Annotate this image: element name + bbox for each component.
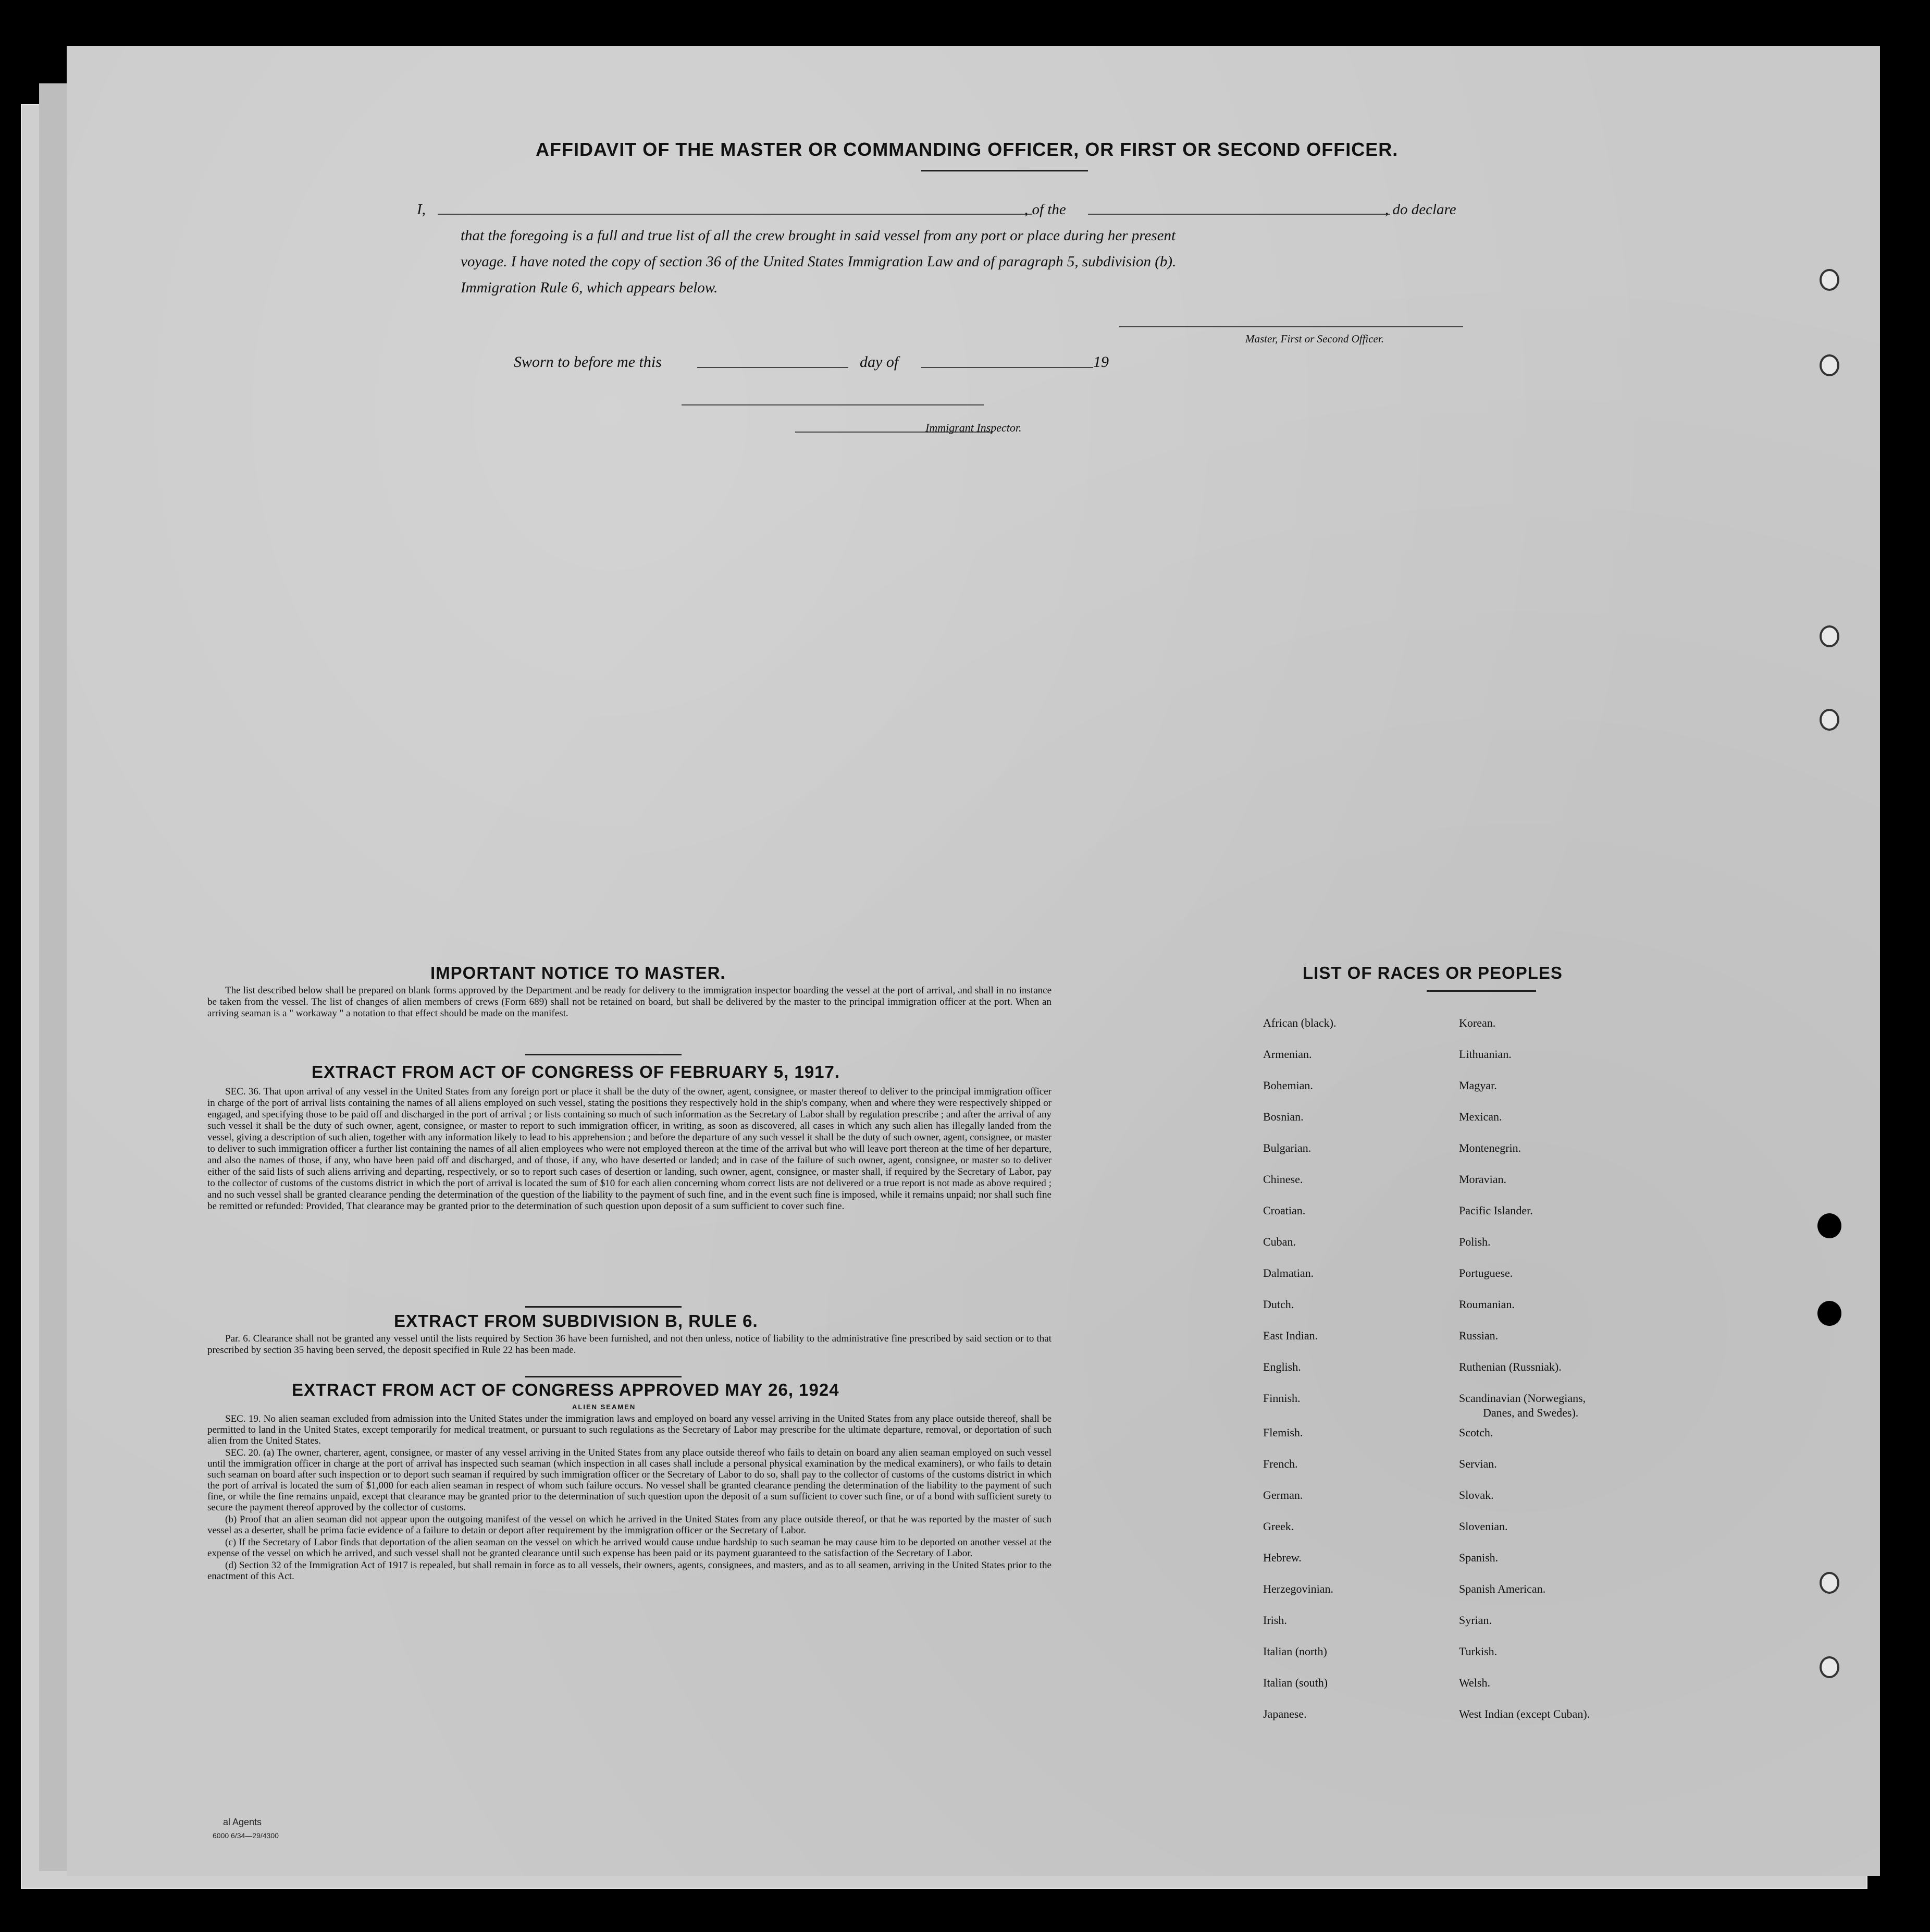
race-item: Dutch. [1263, 1298, 1294, 1311]
race-item: Japanese. [1263, 1707, 1307, 1720]
punch-hole-icon [1820, 1572, 1839, 1594]
punch-hole-icon [1820, 625, 1839, 647]
race-item: Flemish. [1263, 1426, 1303, 1439]
notice-body-block [207, 985, 1051, 1020]
race-item: African (black). [1263, 1016, 1337, 1029]
race-item: Greek. [1263, 1520, 1294, 1533]
inspector-signature-line-1 [682, 404, 984, 405]
race-item: German. [1263, 1488, 1303, 1502]
race-item: Portuguese. [1459, 1266, 1513, 1279]
extract-1924-title: EXTRACT FROM ACT OF CONGRESS APPROVED MAY 26, 1924 [292, 1380, 839, 1399]
extract-1924-sec20b: (b) Proof that an alien seaman did not appear upon the outgoing manifest of the vessel on which he arrived in the United States from any place outside thereof, or that he was reported by the master of such vessel as a deserter, shall be prima facie evidence of a failure to detain or deport after requirement by the immigration officer or the Secretary of Labor. [207, 1514, 1051, 1536]
sworn-month-line [921, 367, 1093, 368]
inspector-label: Immigrant Inspector. [925, 421, 1022, 434]
affidavit-title-rule [921, 170, 1088, 171]
race-item: Scandinavian (Norwegians, [1459, 1392, 1586, 1405]
sworn-label: Sworn to before me this [514, 353, 662, 371]
race-item: Ruthenian (Russniak). [1459, 1360, 1562, 1373]
extract-rule6-rule [525, 1376, 682, 1377]
race-item: Italian (south) [1263, 1676, 1328, 1689]
footer-agents: al Agents [223, 1817, 262, 1827]
extract-1924-sec20d: (d) Section 32 of the Immigration Act of 1917 is repealed, but shall remain in force as to all vessels, their owners, agents, consignees, and masters, and as to all seamen, arriving in the United States prior to the enactment of this Act. [207, 1560, 1051, 1582]
race-item: Bosnian. [1263, 1110, 1304, 1123]
race-item: Pacific Islander. [1459, 1204, 1533, 1217]
race-item: East Indian. [1263, 1329, 1318, 1342]
declarant-name-line [438, 214, 1032, 215]
sworn-year: 19 [1093, 353, 1109, 371]
extract-1924-sec19: SEC. 19. No alien seaman excluded from admission into the United States under the immigration laws and employed on board any vessel arriving in the United States from any place outside thereof, shall be permitted to land in the United States, except temporarily for medical treatment, or pursuant to such regulations as the Secretary of Labor may prescribe for the ultimate departure, removal, or deportation of such alien from the United States. [207, 1413, 1051, 1446]
extract-1924-sec20a: SEC. 20. (a) The owner, charterer, agent, consignee, or master of any vessel arriving in the United States from any place outside thereof who fails to detain on board any alien seaman employed on such vessel until the immigration officer in charge at the port of arrival has inspected such seaman (which inspection in all cases shall include a personal physical examination by the medical examiners), or who fails to detain such seaman on board after such inspection or to deport such seaman if required by such immigration officer or the Secretary of Labor to do so, shall pay to the collector of customs of the customs district in which the port of arrival is located the sum of $1,000 for each alien seaman in respect of whom such failure occurs. No vessel shall be granted clearance pending the determination of the liability to the payment of such fine, or while the fine remains unpaid, except that clearance may be granted prior to the determination of such question upon the deposit of a sum sufficient to cover such fine, or of a bond with sufficient surety to secure the payment thereof approved by the collector of customs. [207, 1447, 1051, 1513]
punch-hole-icon [1820, 709, 1839, 731]
race-item: Slovenian. [1459, 1520, 1508, 1533]
extract-1924-subtitle: ALIEN SEAMEN [572, 1403, 636, 1411]
affidavit-line-4: Immigration Rule 6, which appears below. [461, 279, 718, 296]
race-item: Montenegrin. [1459, 1141, 1521, 1154]
race-item: West Indian (except Cuban). [1459, 1707, 1590, 1720]
race-item: Bulgarian. [1263, 1141, 1312, 1154]
affidavit-i: I, [417, 201, 426, 218]
extract-1917-block [207, 1086, 1051, 1213]
affidavit-of-the: , of the [1024, 201, 1066, 218]
sworn-day-of: day of [860, 353, 899, 371]
punch-hole-icon [1820, 354, 1839, 376]
race-item: Scotch. [1459, 1426, 1493, 1439]
affidavit-line-2: that the foregoing is a full and true list of all the crew brought in said vessel from any port or place during her present [461, 227, 1176, 244]
affidavit-title: AFFIDAVIT OF THE MASTER OR COMMANDING OFFICER, OR FIRST OR SECOND OFFICER. [536, 139, 1399, 160]
punch-hole-icon [1820, 269, 1839, 291]
form-page [67, 46, 1880, 1876]
race-item: Mexican. [1459, 1110, 1502, 1123]
race-item: Herzegovinian. [1263, 1582, 1333, 1595]
race-item: Moravian. [1459, 1173, 1507, 1186]
race-item: Roumanian. [1459, 1298, 1515, 1311]
notice-body: The list described below shall be prepared on blank forms approved by the Department and be ready for delivery to the immigration inspector boarding the vessel at the port of arrival, and shall in no instance be taken from the vessel. The list of changes of alien members of crews (Form 689) shall not be retained on board, but shall be delivered by the master to the principal immigration officer at the port. When an arriving seaman is a " workaway " a notation to that effect should be made on the manifest. [207, 985, 1051, 1019]
race-item: Spanish. [1459, 1551, 1499, 1564]
punch-hole-filled-icon [1817, 1301, 1841, 1326]
race-item: Syrian. [1459, 1614, 1492, 1627]
notice-title: IMPORTANT NOTICE TO MASTER. [430, 963, 726, 982]
race-item: Bohemian. [1263, 1079, 1313, 1092]
vessel-name-line [1088, 214, 1390, 215]
extract-rule6-title: EXTRACT FROM SUBDIVISION B, RULE 6. [394, 1311, 758, 1331]
race-item: Croatian. [1263, 1204, 1306, 1217]
race-item: Armenian. [1263, 1048, 1312, 1061]
races-rule [1427, 990, 1536, 992]
punch-hole-icon [1820, 1656, 1839, 1678]
race-item: Italian (north) [1263, 1645, 1327, 1658]
affidavit-line-3: voyage. I have noted the copy of section 36 of the United States Immigration Law and of paragraph 5, subdivision (b). [461, 253, 1177, 270]
race-item: Spanish American. [1459, 1582, 1546, 1595]
race-item: Chinese. [1263, 1173, 1303, 1186]
race-item: English. [1263, 1360, 1301, 1373]
race-item: Welsh. [1459, 1676, 1490, 1689]
races-title: LIST OF RACES OR PEOPLES [1303, 963, 1563, 982]
race-item: Slovak. [1459, 1488, 1494, 1502]
race-item: Irish. [1263, 1614, 1287, 1627]
race-item: Dalmatian. [1263, 1266, 1314, 1279]
notice-rule [525, 1054, 682, 1055]
race-item: Hebrew. [1263, 1551, 1302, 1564]
race-item: Korean. [1459, 1016, 1496, 1029]
race-item: Magyar. [1459, 1079, 1497, 1092]
extract-rule6-body: Par. 6. Clearance shall not be granted any vessel until the lists required by Section 36 have been furnished, and not then unless, notice of liability to the administrative fine prescribed by said section or to that prescribed by section 35 having been served, the deposit specified in Rule 22 has been made. [207, 1333, 1051, 1356]
race-item: Finnish. [1263, 1392, 1301, 1405]
extract-1917-body: SEC. 36. That upon arrival of any vessel in the United States from any foreign port or place it shall be the duty of the owner, agent, consignee, or master thereof to deliver to the principal immigration officer in charge of the port of arrival lists containing the names of all aliens employed on such vessel, stating the positions they respectively hold in the ship's company, when and where they were respectively shipped or engaged, and specifying those to be paid off and discharged in the port of arrival ; or lists containing so much of such information as the Secretary of Labor shall by regulation prescribe ; and after the arrival of any such vessel it shall be the duty of such owner, agent, consignee, or master to report to such immigration officer, in writing, as soon as discovered, all cases in which any such alien has illegally landed from the vessel, giving a description of such alien, together with any information likely to lead to his apprehension ; and before the departure of any such vessel it shall be the duty of such owner, agent, consignee, or master to deliver to such immigration officer a further list containing the names of all alien employees who were not employed thereon at the time of the arrival but who will leave port thereon at the time of her departure, and also the names of those, if any, who have been paid off and discharged, and of those, if any, who have deserted or landed; and in case of the failure of such owner, agent, consignee, or master so to deliver either of the said lists of such aliens arriving and departing, respectively, or so to report such cases of desertion or landing, such owner, agent, consignee, or master shall, if required by the Secretary of Labor, pay to the collector of customs of the customs district in which the port of arrival is located the sum of $10 for each alien concerning whom correct lists are not delivered or a true report is not made as above required ; and no such vessel shall be granted clearance pending the determination of the question of the liability to the payment of such fine, and in the event such fine is imposed, while it remains unpaid; nor shall such fine be remitted or refunded: Provided, That clearance may be granted prior to the determination of such question upon deposit of a sum sufficient to cover such fine. [207, 1086, 1051, 1212]
sworn-day-line [697, 367, 848, 368]
race-item: Servian. [1459, 1457, 1497, 1470]
master-label: Master, First or Second Officer. [1245, 333, 1384, 345]
race-item: Turkish. [1459, 1645, 1498, 1658]
race-item: Lithuanian. [1459, 1048, 1512, 1061]
race-item: French. [1263, 1457, 1298, 1470]
race-item-continued: Danes, and Swedes). [1483, 1406, 1579, 1419]
race-item: Polish. [1459, 1235, 1491, 1248]
extract-1917-title: EXTRACT FROM ACT OF CONGRESS OF FEBRUARY 5, 1917. [312, 1062, 840, 1081]
race-item: Cuban. [1263, 1235, 1296, 1248]
extract-1924-block [207, 1413, 1051, 1583]
affidavit-do-declare: , do declare [1385, 201, 1456, 218]
footer-printer-code: 6000 6/34—29/4300 [213, 1831, 279, 1840]
race-item: Russian. [1459, 1329, 1499, 1342]
master-signature-line [1119, 326, 1463, 327]
punch-hole-filled-icon [1817, 1213, 1841, 1238]
extract-1924-sec20c: (c) If the Secretary of Labor finds that deportation of the alien seaman on the vessel on which he arrived would cause undue hardship to such seaman he may cause him to be deported on another vessel at the expense of the vessel on which he arrived, and such vessel shall not be granted clearance until such expense has been paid or its payment guaranteed to the satisfaction of the Secretary of Labor. [207, 1537, 1051, 1559]
extract-rule6-block [207, 1333, 1051, 1357]
extract-1917-rule [525, 1306, 682, 1308]
